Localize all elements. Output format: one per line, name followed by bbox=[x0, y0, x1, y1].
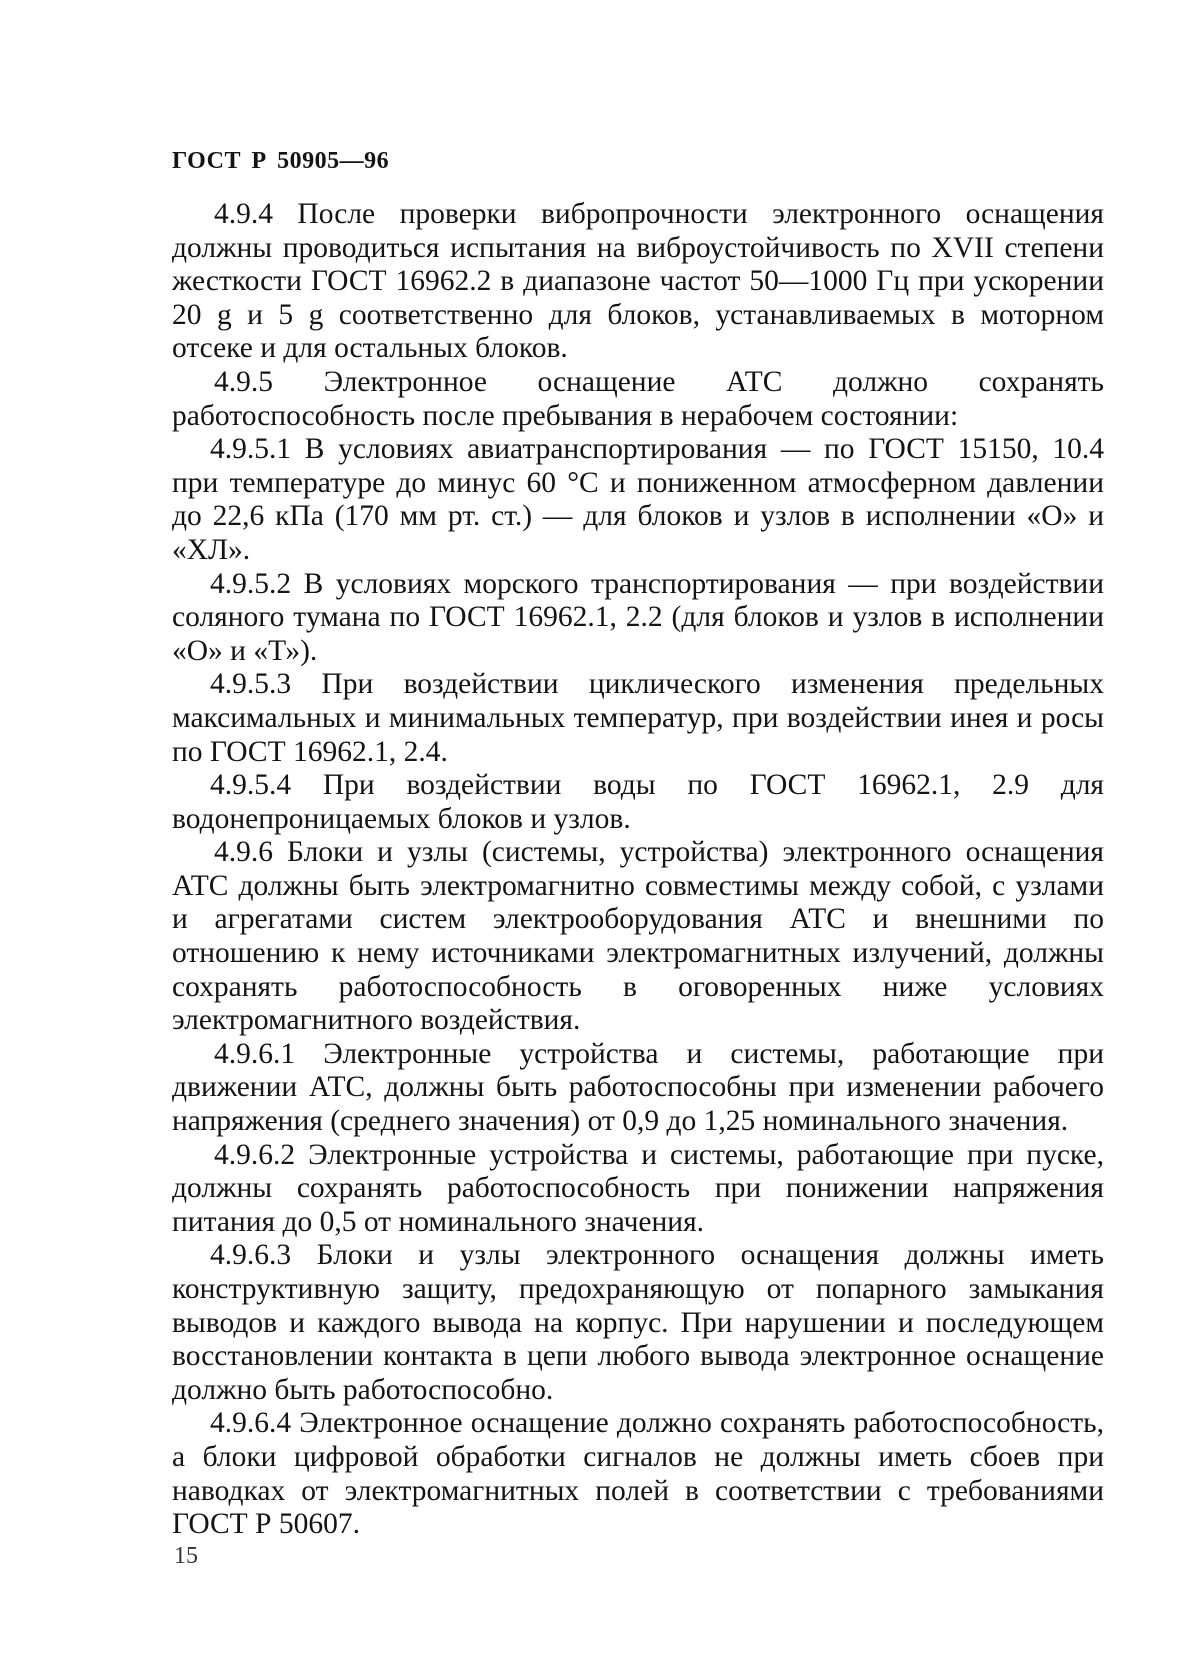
standard-header: ГОСТ Р 50905—96 bbox=[172, 148, 390, 174]
paragraph-4-9-5-1: 4.9.5.1 В условиях авиатранспортирования — по ГОСТ 15150, 10.4 при температуре до минус 60 °С и пониженном атмосферном давлении до 22,6 кПа (170 мм рт. ст.) — для блоков и узлов в исполнении «О» и «ХЛ». bbox=[172, 433, 1104, 566]
paragraph-4-9-6-3: 4.9.6.3 Блоки и узлы электронного оснащения должны иметь конструктивную защиту, предохраняющую от попарного замыкания выводов и каждого вывода на корпус. При нарушении и последующем восстановлении контакта в цепи любого вывода электронное оснащение должно быть работоспособно. bbox=[172, 1239, 1104, 1406]
paragraph-4-9-6: 4.9.6 Блоки и узлы (системы, устройства) электронного оснащения АТС должны быть электромагнитно совместимы между собой, с узлами и агрегатами систем электрооборудования АТС и внешними по отношению к нему источниками электромагнитных излучений, должны сохранять работоспособность в оговоренных ниже условиях электромагнитного воздействия. bbox=[172, 836, 1104, 1037]
paragraph-4-9-5-3: 4.9.5.3 При воздействии циклического изменения предельных максимальных и минимальных температур, при воздействии инея и росы по ГОСТ 16962.1, 2.4. bbox=[172, 668, 1104, 768]
paragraph-4-9-6-2: 4.9.6.2 Электронные устройства и системы, работающие при пуске, должны сохранять работоспособность при понижении напряжения питания до 0,5 от номинального значения. bbox=[172, 1138, 1104, 1238]
paragraph-4-9-6-1: 4.9.6.1 Электронные устройства и системы, работающие при движении АТС, должны быть работоспособны при изменении рабочего напряжения (среднего значения) от 0,9 до 1,25 номинального значения. bbox=[172, 1037, 1104, 1138]
paragraph-4-9-6-4: 4.9.6.4 Электронное оснащение должно сохранять работоспособность, а блоки цифровой обработки сигналов не должны иметь сбоев при наводках от электромагнитных полей в соответствии с требованиями ГОСТ Р 50607. bbox=[172, 1407, 1104, 1541]
paragraph-4-9-5-2: 4.9.5.2 В условиях морского транспортирования — при воздействии соляного тумана по ГОСТ 16962.1, 2.2 (для блоков и узлов в исполнении «О» и «Т»). bbox=[172, 567, 1104, 667]
document-body bbox=[172, 198, 1104, 1542]
paragraph-4-9-4: 4.9.4 После проверки вибропрочности электронного оснащения должны проводиться испытания на виброустойчивость по XVII степени жесткости ГОСТ 16962.2 в диапазоне частот 50—1000 Гц при ускорении 20 g и 5 g соответственно для блоков, устанавливаемых в моторном отсеке и для остальных блоков. bbox=[172, 198, 1104, 365]
page-number: 15 bbox=[174, 1543, 198, 1569]
paragraph-4-9-5: 4.9.5 Электронное оснащение АТС должно сохранять работоспособность после пребывания в нерабочем состоянии: bbox=[172, 365, 1104, 432]
paragraph-4-9-5-4: 4.9.5.4 При воздействии воды по ГОСТ 16962.1, 2.9 для водонепроницаемых блоков и узлов. bbox=[172, 769, 1104, 835]
